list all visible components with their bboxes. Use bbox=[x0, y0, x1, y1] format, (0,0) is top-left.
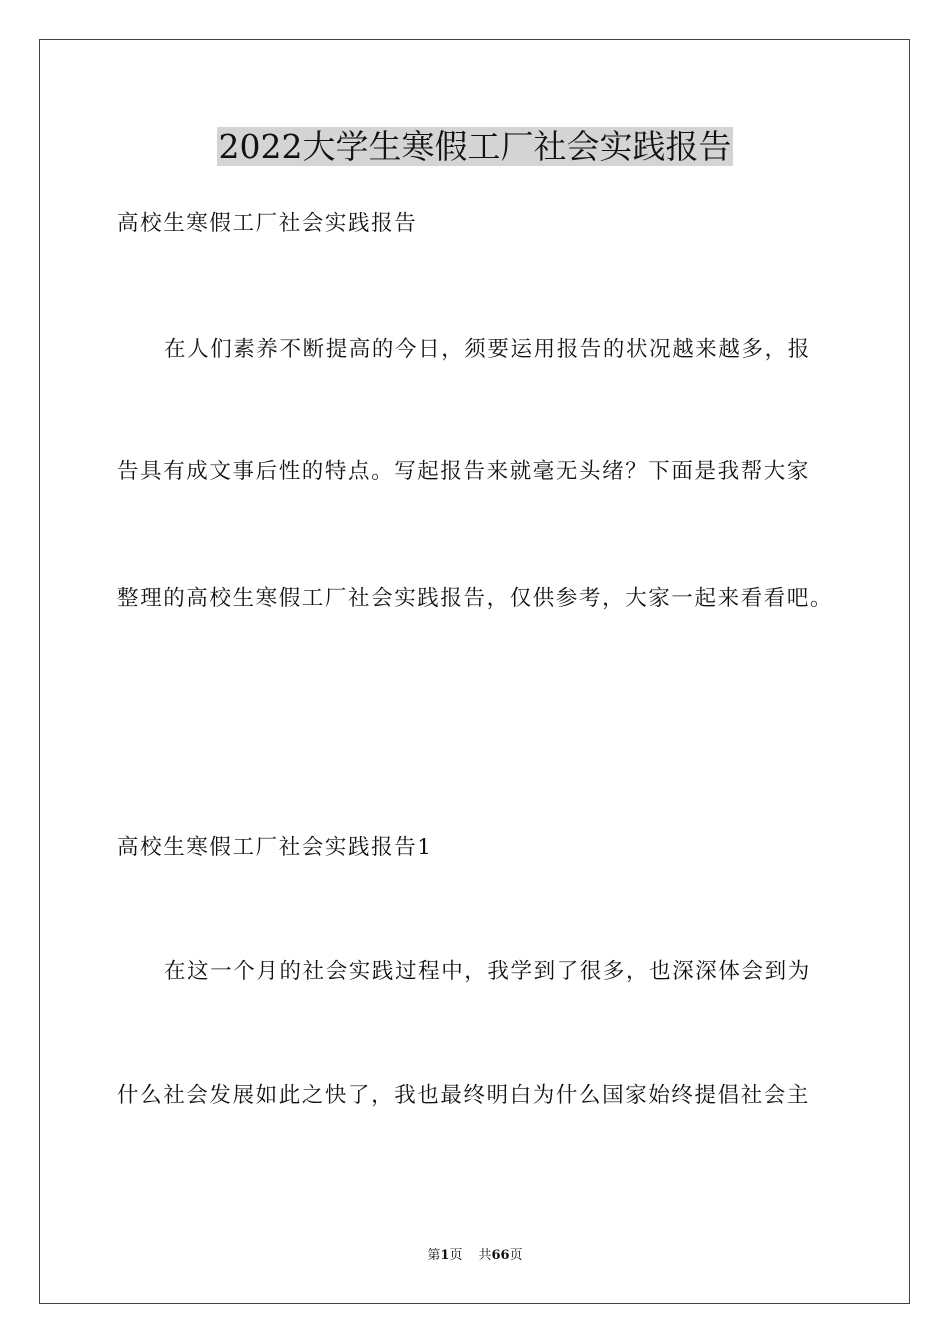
intro-line-2: 告具有成文事后性的特点。写起报告来就毫无头绪？下面是我帮大家 bbox=[117, 459, 811, 484]
intro-line-1: 在人们素养不断提高的今日，须要运用报告的状况越来越多，报 bbox=[164, 337, 811, 362]
section-heading: 高校生寒假工厂社会实践报告1 bbox=[117, 835, 433, 860]
page-footer bbox=[0, 1248, 950, 1264]
footer-page-prefix: 第 bbox=[427, 1248, 441, 1263]
document-subtitle: 高校生寒假工厂社会实践报告 bbox=[117, 211, 418, 236]
footer-page-suffix: 页 bbox=[449, 1248, 463, 1263]
document-title-text: 2022大学生寒假工厂社会实践报告 bbox=[218, 127, 732, 166]
footer-total-suffix: 页 bbox=[509, 1248, 523, 1263]
section-line-2: 什么社会发展如此之快了，我也最终明白为什么国家始终提倡社会主 bbox=[117, 1083, 811, 1108]
footer-total-prefix: 共 bbox=[478, 1248, 492, 1263]
footer-page-number: 1 bbox=[440, 1248, 450, 1263]
intro-line-3: 整理的高校生寒假工厂社会实践报告，仅供参考，大家一起来看看吧。 bbox=[117, 586, 834, 611]
document-title bbox=[0, 124, 950, 170]
section-line-1: 在这一个月的社会实践过程中，我学到了很多，也深深体会到为 bbox=[164, 959, 811, 984]
footer-total-pages: 66 bbox=[491, 1248, 510, 1263]
